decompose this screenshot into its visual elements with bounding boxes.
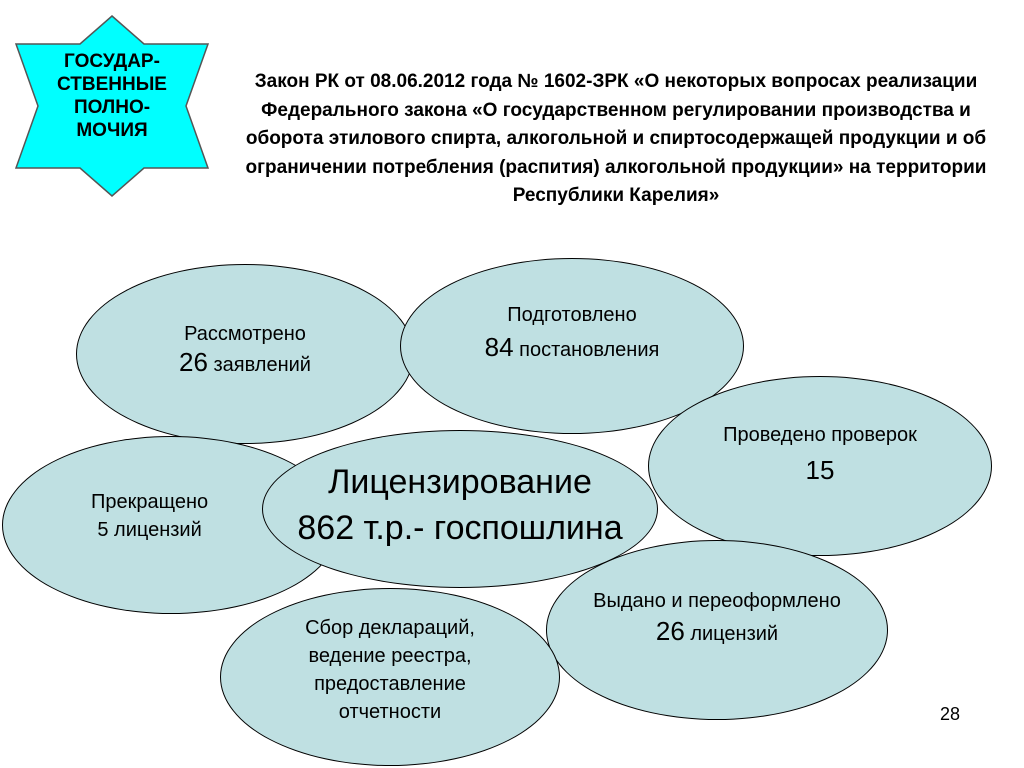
- page-number: 28: [940, 704, 961, 724]
- terminated-line1: Прекращено: [91, 491, 209, 513]
- declarations-line3: предоставление: [314, 673, 466, 695]
- issued-ellipse: [546, 540, 888, 720]
- considered-number: 26: [179, 346, 208, 377]
- inspections-ellipse: [648, 376, 992, 556]
- considered-ellipse: [76, 264, 414, 444]
- declarations-ellipse: [220, 588, 560, 766]
- considered-unit: заявлений: [213, 353, 311, 376]
- issued-number: 26: [655, 615, 685, 646]
- authority-badge: [14, 14, 210, 198]
- licensing-title: Лицензирование: [328, 463, 592, 501]
- licensing-fee: 862 т.р.- госпошлина: [297, 509, 623, 547]
- prepared-unit: постановления: [519, 338, 660, 361]
- declarations-line2: ведение реестра,: [308, 645, 472, 667]
- declarations-line1: Сбор деклараций,: [305, 617, 475, 639]
- issued-label: Выдано и переоформлено: [593, 589, 841, 612]
- declarations-line4: отчетности: [338, 701, 442, 723]
- inspections-number: 15: [805, 454, 835, 485]
- licensing-ellipse: [262, 430, 658, 588]
- page-title: Закон РК от 08.06.2012 года № 1602-ЗРК «О некоторых вопросах реализации Федерального закона «О государственном регулировании производства и оборота этилового спирта, алкогольной и спиртосодержащей продукции и об ограничении потребления (распития) алкогольной продукции» на территории Республики Карелия»: [245, 71, 987, 206]
- prepared-label: Подготовлено: [507, 303, 637, 326]
- issued-unit: лицензий: [690, 622, 779, 645]
- badge-label: ГОСУДАР- СТВЕННЫЕ ПОЛНО- МОЧИЯ: [57, 51, 167, 141]
- inspections-label: Проведено проверок: [723, 423, 917, 446]
- terminated-line2: 5 лицензий: [97, 519, 202, 541]
- prepared-number: 84: [484, 331, 514, 362]
- considered-label: Рассмотрено: [184, 322, 306, 345]
